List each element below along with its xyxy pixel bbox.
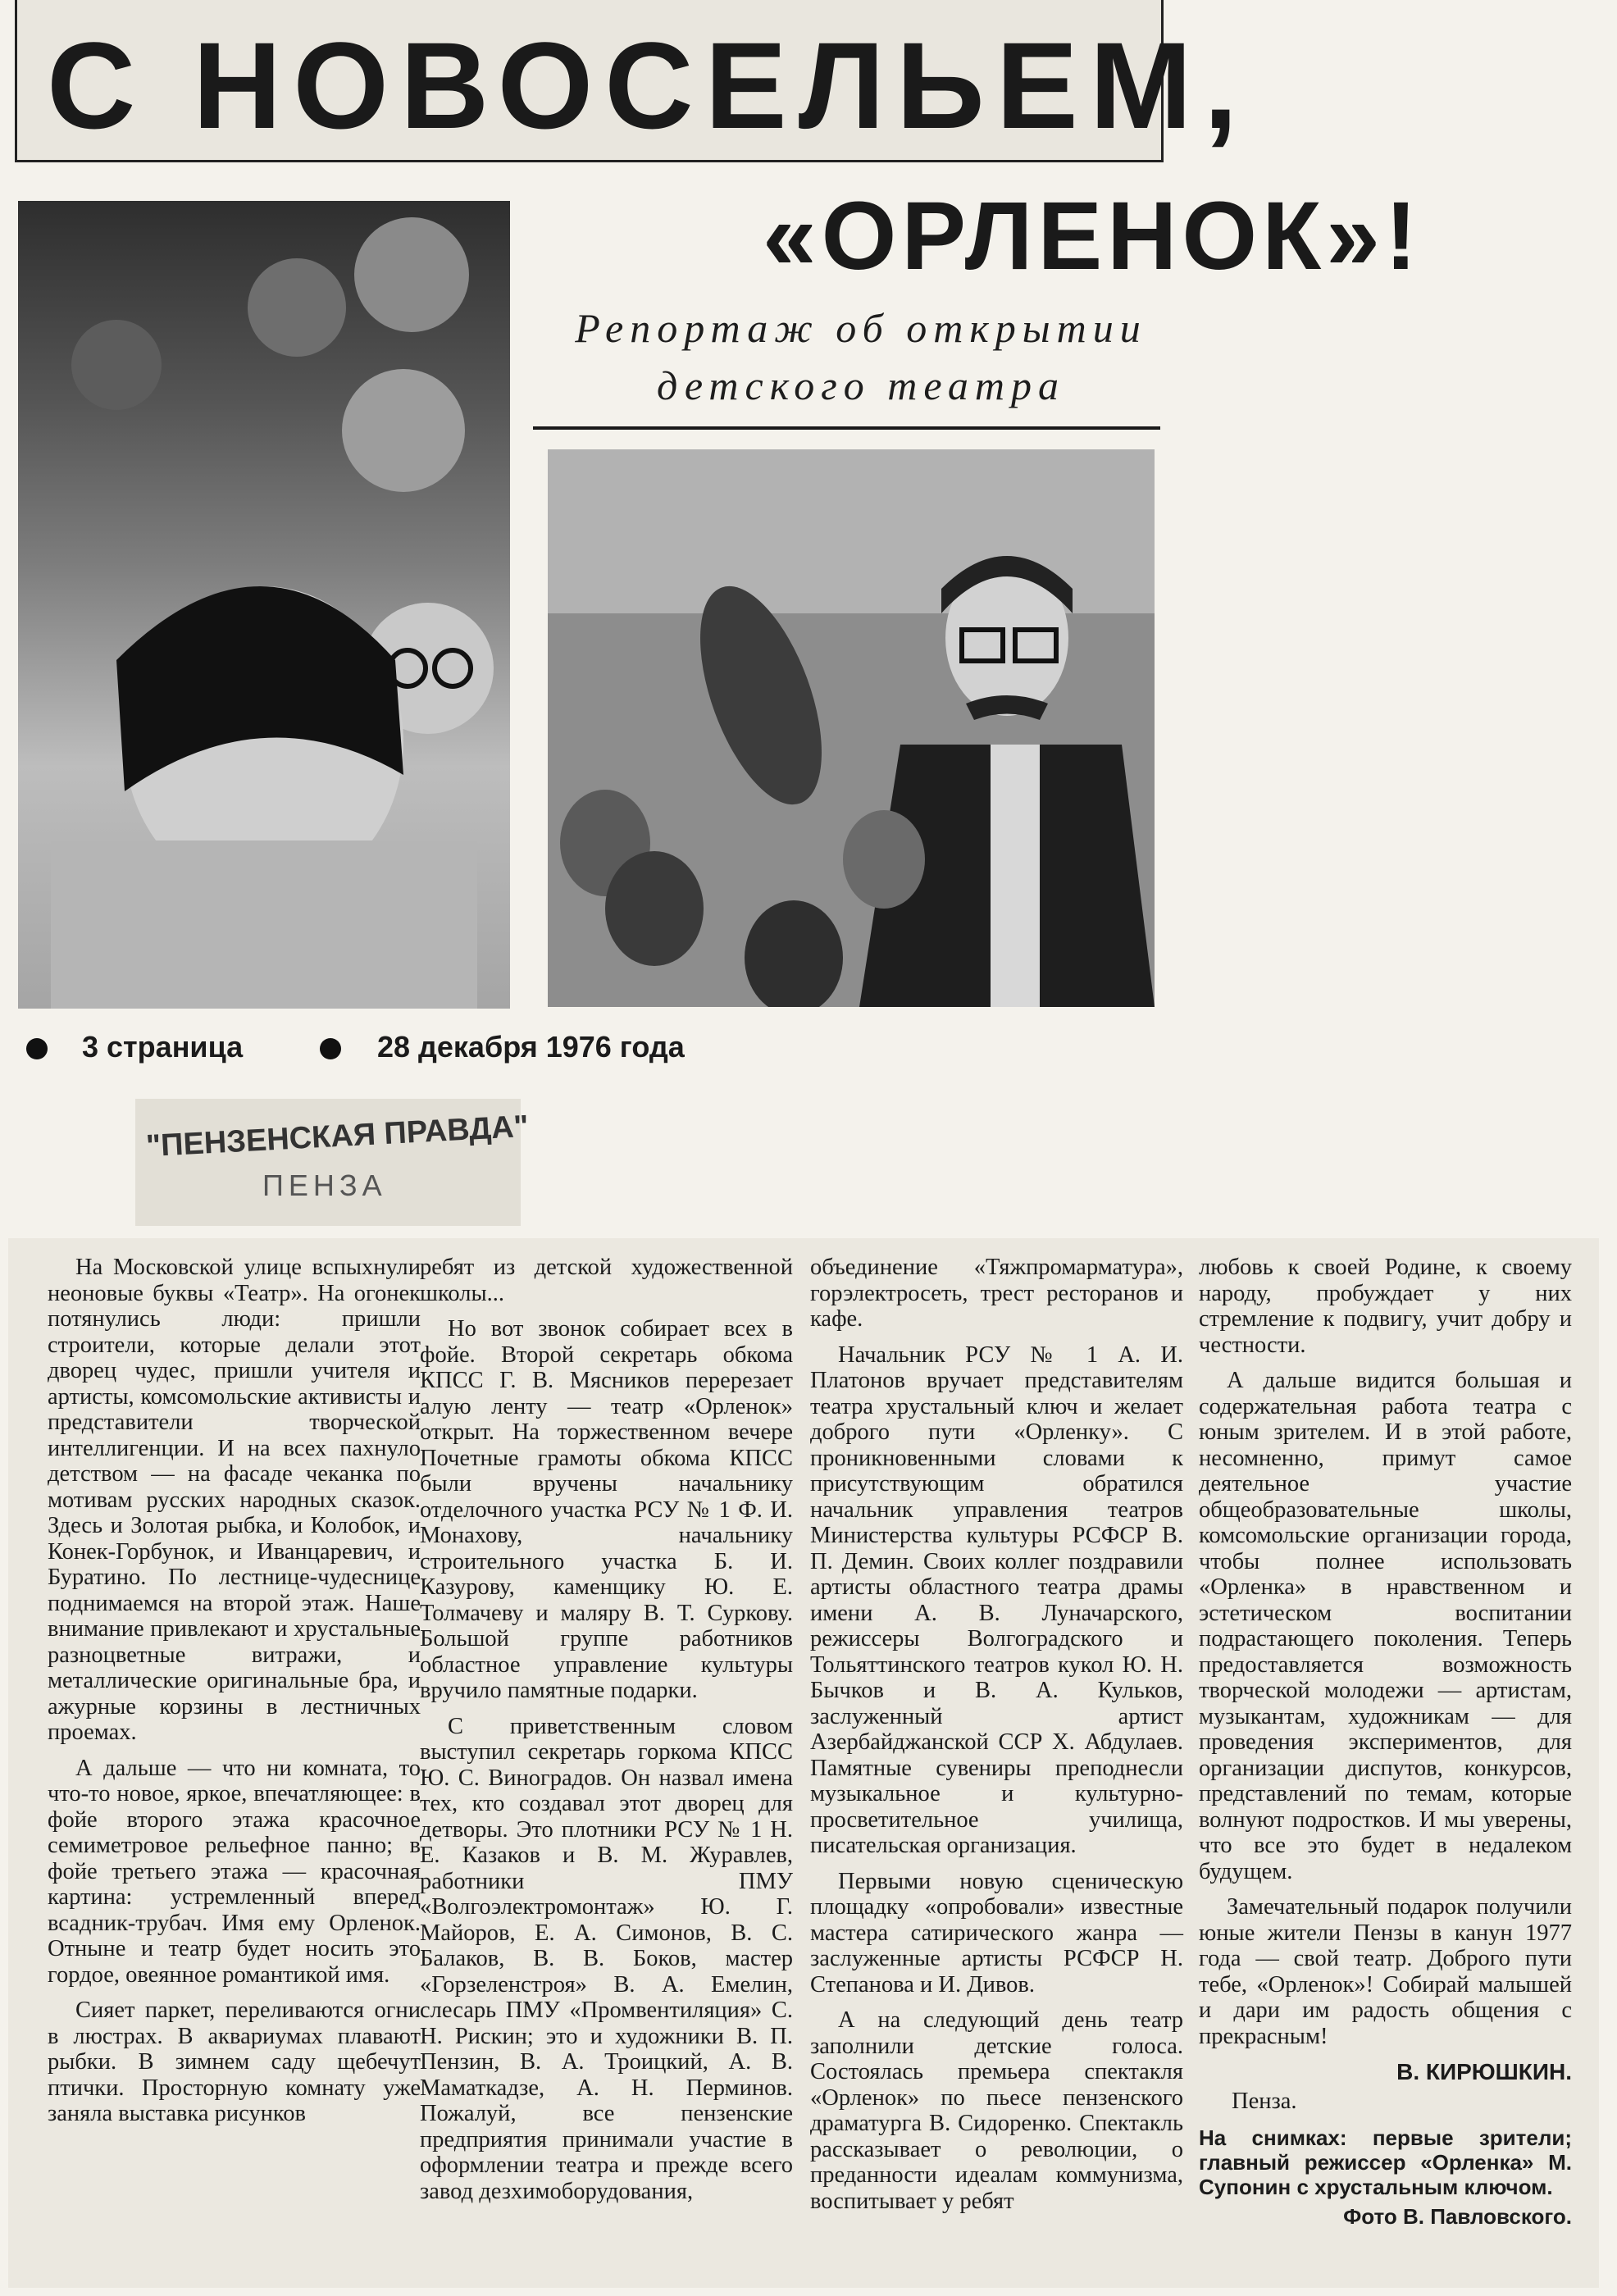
headline-frame [15, 0, 1250, 162]
subtitle-line-2: детского театра [657, 362, 1065, 408]
divider-rule [533, 426, 1160, 430]
issue-date: 28 декабря 1976 года [377, 1030, 685, 1064]
paragraph: Сияет паркет, переливаются огни в люстрах. В аквариумах плавают рыбки. В зимнем саду щебечут птички. Просторную комнату уже заняла выставка рисунков [48, 1998, 421, 2126]
paragraph: ребят из детской художественной школы... [420, 1255, 793, 1306]
photo-first-spectators-image [18, 201, 510, 1009]
paragraph: Замечательный подарок получили юные жители Пензы в канун 1977 года — свой театр. Доброго пути тебе, «Орленок»! Собирай малышей и дари им радость общения с прекрасным! [1199, 1894, 1572, 2049]
article-column-4 [1199, 1255, 1572, 2230]
author-signature: В. КИРЮШКИН. [1396, 2059, 1572, 2084]
headline-line-1: С НОВОСЕЛЬЕМ, [47, 16, 1250, 154]
author-city: Пенза. [1232, 2088, 1297, 2114]
article-column-1 [48, 1255, 421, 2137]
paragraph: любовь к своей Родине, к своему народу, пробуждает у них стремление к подвигу, учит добру и честности. [1199, 1255, 1572, 1358]
paragraph: Но вот звонок собирает всех в фойе. Второй секретарь обкома КПСС Г. В. Мясников перерезает алую ленту — театр «Орленок» открыт. На торжественном вечере Почетные грамоты обкома КПСС были вручены начальнику отделочного участка РСУ № 1 Ф. И. Монахову, начальнику строительного участка Б. И. Казурову, каменщику Ю. Е. Толмачеву и маляру В. Т. Суркову. Большой группе работников областное управление культуры вручило памятные подарки. [420, 1316, 793, 1703]
photo-director-with-key-image [548, 449, 1155, 1007]
paragraph: А дальше видится большая и содержательная работа театра с юным зрителем. И в этой работе, несомненно, примут самое деятельное участие общеобразовательные школы, комсомольские организации города, чтобы полнее использовать «Орленка» в нравственном и эстетическом воспитании подрастающего поколения. Теперь предоставляется возможность творческой молодежи — артистам, музыкантам, художникам — для проведения экспериментов, для организации диспутов, конкурсов, представлений по темам, которые волнуют подростков. И мы уверены, что все это будет в недалеком будущем. [1199, 1368, 1572, 1884]
photo-credit: Фото В. Павловского. [1343, 2204, 1572, 2229]
paragraph: С приветственным словом выступил секретарь горкома КПСС Ю. С. Виноградов. Он назвал имена тех, кто создавал этот дворец для детворы. Это плотники РСУ № 1 Н. Е. Казаков и В. М. Журавлев, работники ПМУ «Волгоэлектромонтаж» Ю. Г. Майоров, Е. А. Симонов, В. С. Балаков, В. В. Боков, мастер «Горзеленстроя» В. А. Емелин, слесарь ПМУ «Промвентиляция» С. Н. Рискин; это и художники В. П. Пензин, В. А. Троицкий, А. В. Маматкадзе, А. Н. Перминов. Пожалуй, все пензенские предприятия принимали участие в оформлении театра и прежде всего завод дезхимоборудования, [420, 1713, 793, 2204]
article-body [8, 1238, 1599, 2288]
paragraph: На Московской улице вспыхнули неоновые буквы «Театр». На огонек потянулись люди: пришли строители, которые делали этот дворец чудес, пришли учителя и артисты, комсомольские активисты и представители творческой интеллигенции. И на всех пахнуло детством — на фасаде чеканка по мотивам русских народных сказок. Здесь и Золотая рыбка, и Колобок, и Конек-Горбунок, и Иванцаревич, и Буратино. По лестнице-чудеснице поднимаемся на второй этаж. Наше внимание привлекают и хрустальные разноцветные витражи, и металлические оригинальные бра, и ажурные корзины в лестничных проемах. [48, 1255, 421, 1745]
dateline [25, 1027, 713, 1076]
photo-director-with-key [548, 449, 1155, 1007]
headline-line-2: «ОРЛЕНОК»! [763, 182, 1423, 290]
stamp-city: ПЕНЗА [262, 1168, 387, 1202]
bullet-icon [320, 1038, 341, 1059]
paragraph: Начальник РСУ № 1 А. И. Платонов вручает представителям театра хрустальный ключ и желает доброго пути «Орленку». С проникновенными словами к присутствующим обратился начальник управления театров Министерства культуры РСФСР В. П. Демин. Своих коллег поздравили артисты областного театра драмы имени А. В. Луначарского, режиссеры Волгоградского и Тольяттинского театров кукол Ю. Н. Бычков и В. А. Кульков, заслуженный артист Азербайджанской ССР Х. Абдулаев. Памятные сувениры преподнесли музыкальное и культурно-просветительное училища, писательская организация. [810, 1342, 1183, 1858]
subtitle [574, 299, 1148, 414]
page-number: 3 страница [82, 1030, 244, 1064]
paragraph: А дальше — что ни комната, то что-то новое, яркое, впечатляющее: в фойе второго этажа красочное семиметровое рельефное панно; в фойе третьего этажа — красочная картина: устремленный вперед всадник-трубач. Имя ему Орленок. Отныне и театр будет носить это гордое, овеянное романтикой имя. [48, 1755, 421, 1988]
paragraph: А на следующий день театр заполнили детские голоса. Состоялась премьера спектакля «Орленок» по пьесе пензенского драматурга В. Сидоренко. Спектакль рассказывает о революции, о преданности идеалам коммунизма, воспитывает у ребят [810, 2007, 1183, 2214]
bullet-icon [26, 1038, 48, 1059]
newspaper-stamp: "ПЕНЗЕНСКАЯ ПРАВДА" [145, 1109, 530, 1164]
subtitle-line-1: Репортаж об открытии [575, 305, 1147, 351]
paragraph: объединение «Тяжпромарматура», горэлектросеть, трест ресторанов и кафе. [810, 1255, 1183, 1332]
article-column-3 [810, 1255, 1183, 2224]
photo-first-spectators [18, 201, 510, 1009]
article-column-2 [420, 1255, 793, 2214]
photo-caption: На снимках: первые зрители; главный режиссер «Орленка» М. Супонин с хрустальным ключом. [1199, 2125, 1572, 2199]
paragraph: Первыми новую сценическую площадку «опробовали» известные мастера сатирического жанра — заслуженные артисты РСФСР Н. Степанова и И. Дивов. [810, 1868, 1183, 1998]
